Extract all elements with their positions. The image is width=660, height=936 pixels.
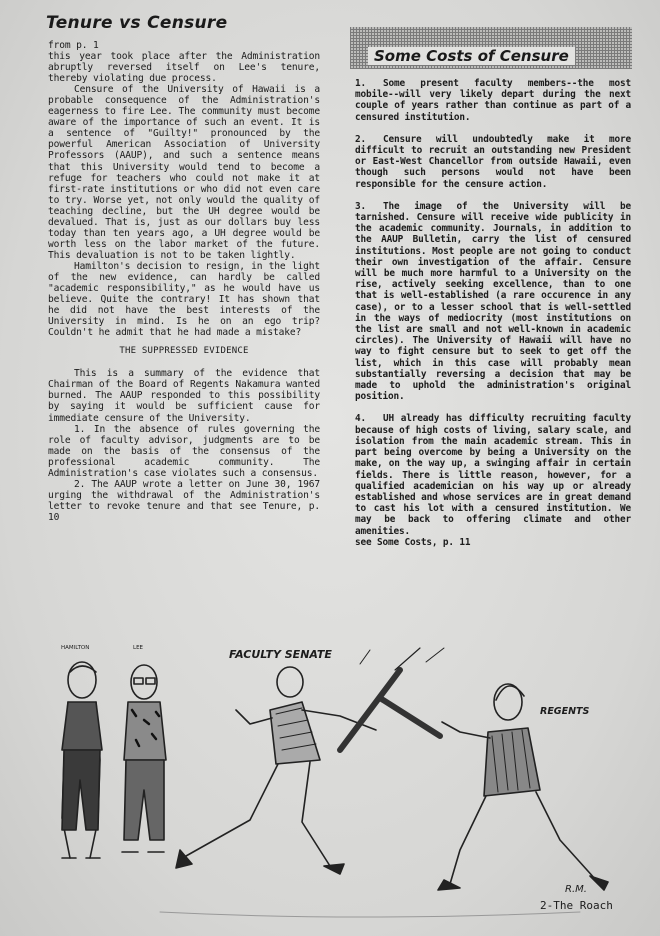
list-item: 3. The image of the University will be tarnished. Censure will receive wide publicity in the academic community. Journals, in addition to the AAUP Bulletin, carry the list of censured institutions. Most people are not going to conduct their own investigation of the affair. Censure will be much more harmful to a University on the rise, actively seeking excellence, than to one that is well-established (a rare occurence in any case), or to a lesser school that is well-settled in the ways of mediocrity (most institutions on the list are small and not well-known in academic circles). The University of Hawaii will have no way to fight censure but to seek to get off the list, which in this case will probably mean substantially reversing a decision that may be made to uphold the administration's original position.	[355, 200, 631, 403]
page-footer: 2-The Roach	[540, 899, 613, 912]
right-column	[355, 78, 631, 548]
editorial-cartoon	[40, 640, 640, 930]
crossed-swords	[340, 648, 444, 750]
lee-figure	[122, 665, 166, 852]
paragraph: Censure of the University of Hawaii is a probable consequence of the Administration's eagerness to fire Lee. The community must become aware of the importance of such an event. It is a sentence of "Guilty!" pronounced by the powerful American Association of University Professors (AAUP), and such a sentence means that this University would tend to become a refuge for teachers who could not make it at first-rate institutions or who did not even care to try. Worse yet, not only would the quality of teaching decline, but the UH degree would be devalued. That is, just as our dollars buy less today than ten years ago, a UH degree would be worth less on the labor market of the future. This devaluation is not to be taken lightly.	[48, 84, 320, 261]
section-heading: THE SUPPRESSED EVIDENCE	[119, 346, 249, 357]
article-title-tenure: Tenure vs Censure	[46, 13, 228, 33]
paragraph: 1. In the absence of rules governing the role of faculty advisor, judgments are to be made on the basis of the consensus of the professional academic community. The Administration's case violates such a consensus.	[48, 423, 320, 479]
paragraph: 2. The AAUP wrote a letter on June 30, 1967 urging the withdrawal of the Administration's letter to revoke tenure and that see Tenure, p. 10	[48, 478, 320, 523]
list-item: 1. Some present faculty members--the most mobile--will very likely depart during the next couple of years rather than continue as part of a censured institution.	[355, 78, 631, 123]
list-item: 4. UH already has difficulty recruiting faculty because of high costs of living, salary scale, and isolation from the main academic stream. This in part being overcome by being a University on the make, on the way up, a swinging affair in certain fields. There is little reason, however, for a qualified academician on his way up or already established and whose services are in great demand to cast his lot with a censured institution. We may be back to offering climate and other amenities.	[355, 413, 631, 537]
list-item: 2. Censure will undoubtedly make it more difficult to recruit an outstanding new President or East-West Chancellor from outside Hawaii, even though such persons would not have been responsible for the censure action.	[355, 133, 631, 190]
artist-signature: R.M.	[565, 884, 587, 895]
faculty-senate-figure	[176, 667, 376, 874]
paragraph: This is a summary of the evidence that Chairman of the Board of Regents Nakamura wanted burned. The AAUP responded to this possibility by saying it would be sufficient cause for immediate censure of the University.	[48, 368, 320, 424]
faculty-senate-label: FACULTY SENATE	[229, 648, 332, 661]
lee-label: LEE	[133, 645, 144, 651]
hamilton-label: HAMILTON	[61, 645, 90, 651]
hamilton-figure	[62, 662, 102, 858]
regents-label: REGENTS	[540, 706, 590, 717]
article-title-costs: Some Costs of Censure	[368, 47, 575, 65]
paragraph: Hamilton's decision to resign, in the light of the new evidence, can hardly be called "academic responsibility," as he would have us believe. Quite the contrary! It has shown that he did not have the best interests of the University in mind. Is he on an ego trip? Couldn't he admit that he had made a mistake?	[48, 260, 320, 339]
paragraph: this year took place after the Administration abruptly reversed itself on Lee's tenure, thereby violating due process.	[48, 51, 320, 85]
continuation-ref: from p. 1	[48, 40, 99, 51]
left-column	[48, 40, 320, 523]
continuation-ref: see Some Costs, p. 11	[355, 536, 471, 548]
